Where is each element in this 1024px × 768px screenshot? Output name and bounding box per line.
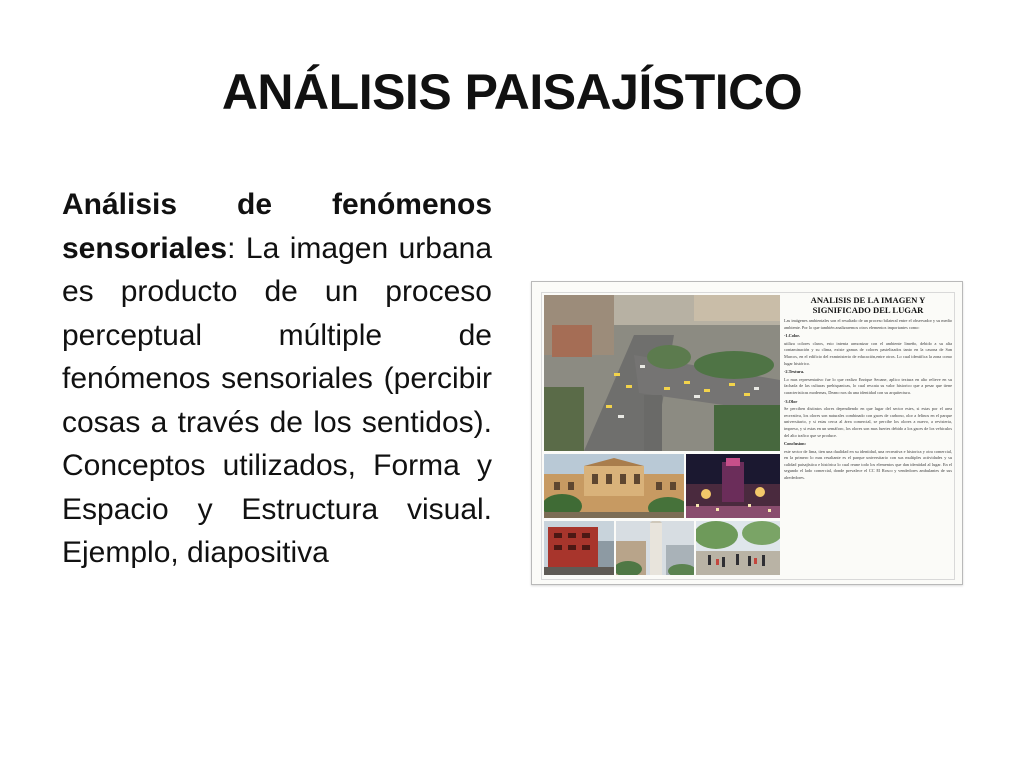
tower-photo [616, 521, 694, 575]
red-building-photo [544, 521, 614, 575]
document-column [784, 294, 952, 576]
section-text: este sector de lima, tien una dualidad en su identidad, una recreativa e historica y otra comercial, en la primero lo mas resaltante es el parque universitario con sus multiples actividades y su calidad paisajística e histórica lo cual reune todo los elementos que dan identidad al lugar. En el segundo el lado comercial, donde prevalece el CC El Rosco y vendedores ambulantes de sus alrededores. [784, 448, 952, 481]
document-title: ANALISIS DE LA IMAGEN Y SIGNIFICADO DEL LUGAR [810, 295, 926, 315]
historic-building-photo [544, 454, 684, 518]
plaza-people-photo [696, 521, 780, 575]
example-slide-image [531, 281, 963, 585]
section-heading: -3.Olor [784, 398, 798, 404]
body-text: : La imagen urbana es producto de un proceso perceptual múltiple de fenómenos sensoriales (percibir cosas a través de los sentidos). Conceptos utilizados, Forma y Espacio y Estructura visual. Ejemplo, diapositiva [62, 231, 492, 569]
section-text: Lo mas representativo fue lo que realizo Enrique Seoane, aplico textura en alto relieve en su fachada de las culturas prehispanicas, lo cual rescata su valor historico que a pesar que tiene caracteristicas modernas, Deano nos da una identidad con su arquitectura. [784, 376, 952, 395]
section-text: Se perciben distintos olores dependiendo en que lugar del sector estes, si estas por el area recreativa, los olores son naturales combinado con gaces de carbono, olor a felinos en el parque universitario, y si estas cerca al área comercial, se percibe los olores a nuevo, a revisteria, impreso, y si estas en un semáforo, los olores son mas fuertes debido a los gaces de los vehiculos del alto trafico que se produce. [784, 406, 952, 438]
section-heading: -1.Color. [784, 333, 800, 339]
body-paragraph [62, 183, 492, 575]
document-intro: Las imágenes ambientales son el resultado de un proceso bilateral entre el observador y su medio ambiente. Por lo que también analizaremos otros elementos importantes como: [784, 318, 952, 330]
street-aerial-photo [544, 295, 780, 451]
body-lead-term: Análisis de fenómenos sensoriales [62, 188, 492, 265]
section-heading: Conclusion: [784, 441, 806, 447]
slide-title: ANÁLISIS PAISAJÍSTICO [221, 64, 803, 120]
night-plaza-photo [686, 454, 780, 518]
section-text: utiliza colores claros, esto intenta armonizar con el ambiente limeño, debido a su alta contaminación y su clima, existe gamas de colores pastelizados tanto en la casona de San Marcos, en el edificio del exministerio de educación,entre otros. Lo cual identifica la zona como lugar histórico. [784, 340, 952, 366]
section-heading: -2.Textura. [784, 369, 805, 375]
